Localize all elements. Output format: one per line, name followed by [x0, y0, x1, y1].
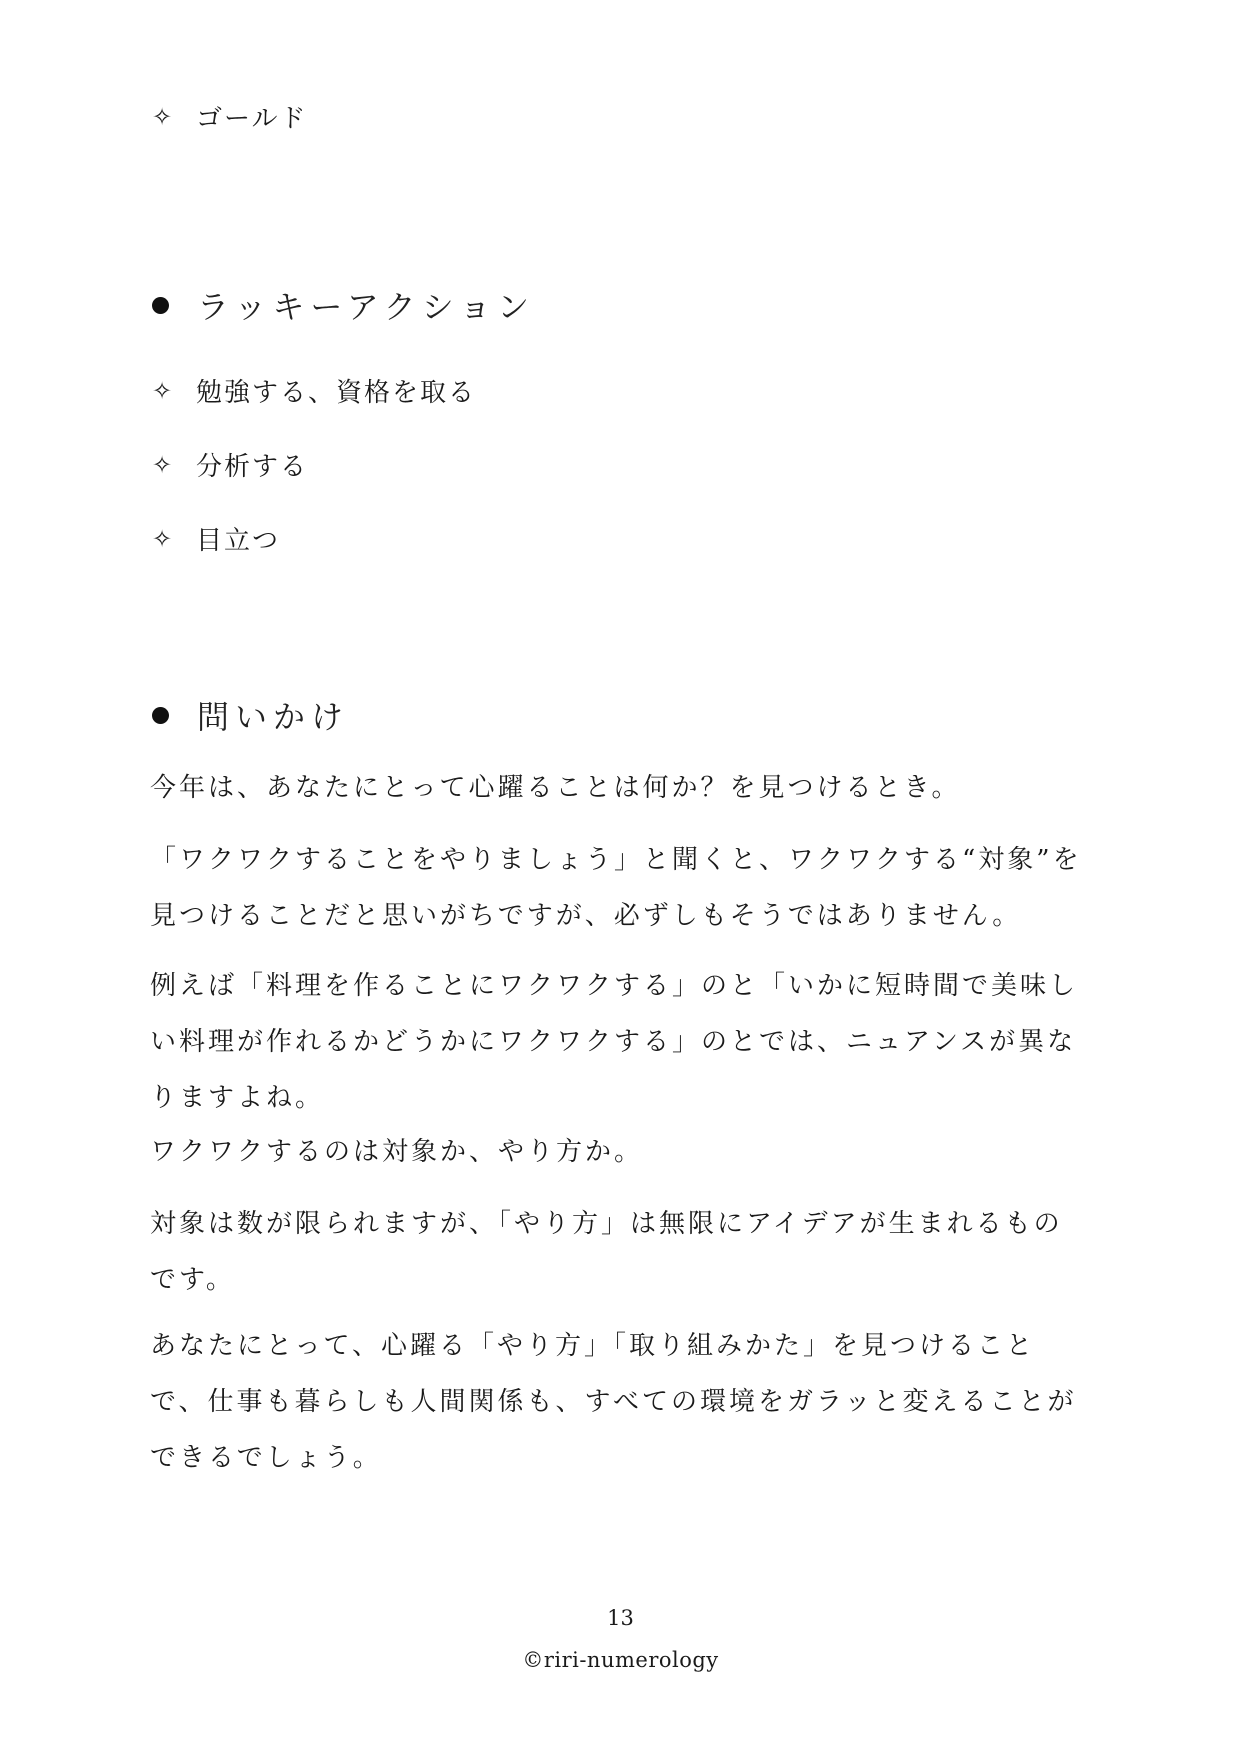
sparkle-icon: ✧ [151, 450, 175, 479]
paragraph [150, 832, 1110, 944]
paragraph [150, 1196, 1110, 1308]
paragraph-line: あなたにとって、心躍る「やり方」「取り組みかた」を見つけること [150, 1331, 1035, 1361]
paragraph-line: です。 [150, 1265, 235, 1295]
lucky-action-heading [150, 282, 535, 328]
question-heading [150, 692, 349, 738]
paragraph-line: 見つけることだと思いがちですが、必ずしもそうではありません。 [150, 901, 1022, 931]
lucky-action-label: 勉強する、資格を取る [196, 378, 477, 408]
paragraph-line: 今年は、あなたにとって心躍ることは何か？を見つけるとき。 [150, 773, 961, 803]
lucky-action-item [150, 372, 476, 409]
bullet-dot-icon [152, 297, 169, 314]
paragraph [150, 958, 1110, 1126]
paragraph [150, 760, 1110, 816]
lucky-action-label: 分析する [196, 452, 309, 482]
paragraph-line: できるでしょう。 [150, 1443, 382, 1473]
lucky-color-item [150, 98, 307, 135]
bullet-dot-icon [152, 707, 169, 724]
paragraph-line: 例えば「料理を作ることにワクワクする」のと「いかに短時間で美味し [150, 971, 1079, 1001]
paragraph-line: で、仕事も暮らしも人間関係も、すべての環境をガラッと変えることが [150, 1387, 1077, 1417]
paragraph-line: 対象は数が限られますが、「やり方」は無限にアイデアが生まれるもの [150, 1209, 1063, 1239]
lucky-action-heading-text: ラッキーアクション [197, 288, 536, 326]
page-number: 13 [607, 1606, 634, 1630]
paragraph-line: い料理が作れるかどうかにワクワクする」のとでは、ニュアンスが異な [150, 1027, 1077, 1057]
lucky-color-label: ゴールド [196, 104, 308, 134]
paragraph [150, 1124, 1110, 1180]
paragraph-line: りますよね。 [150, 1083, 325, 1113]
sparkle-icon: ✧ [151, 102, 175, 131]
paragraph-line: ワクワクするのは対象か、やり方か。 [150, 1137, 644, 1167]
copyright-notice: ©riri-numerology [522, 1648, 719, 1672]
lucky-action-item [150, 520, 280, 557]
sparkle-icon: ✧ [151, 524, 175, 553]
lucky-action-label: 目立つ [196, 526, 281, 556]
sparkle-icon: ✧ [151, 376, 175, 405]
question-heading-text: 問いかけ [197, 698, 350, 736]
lucky-action-item [150, 446, 308, 483]
paragraph [150, 1318, 1110, 1486]
paragraph-line: 「ワクワクすることをやりましょう」と聞くと、ワクワクする“対象”を [150, 845, 1082, 875]
